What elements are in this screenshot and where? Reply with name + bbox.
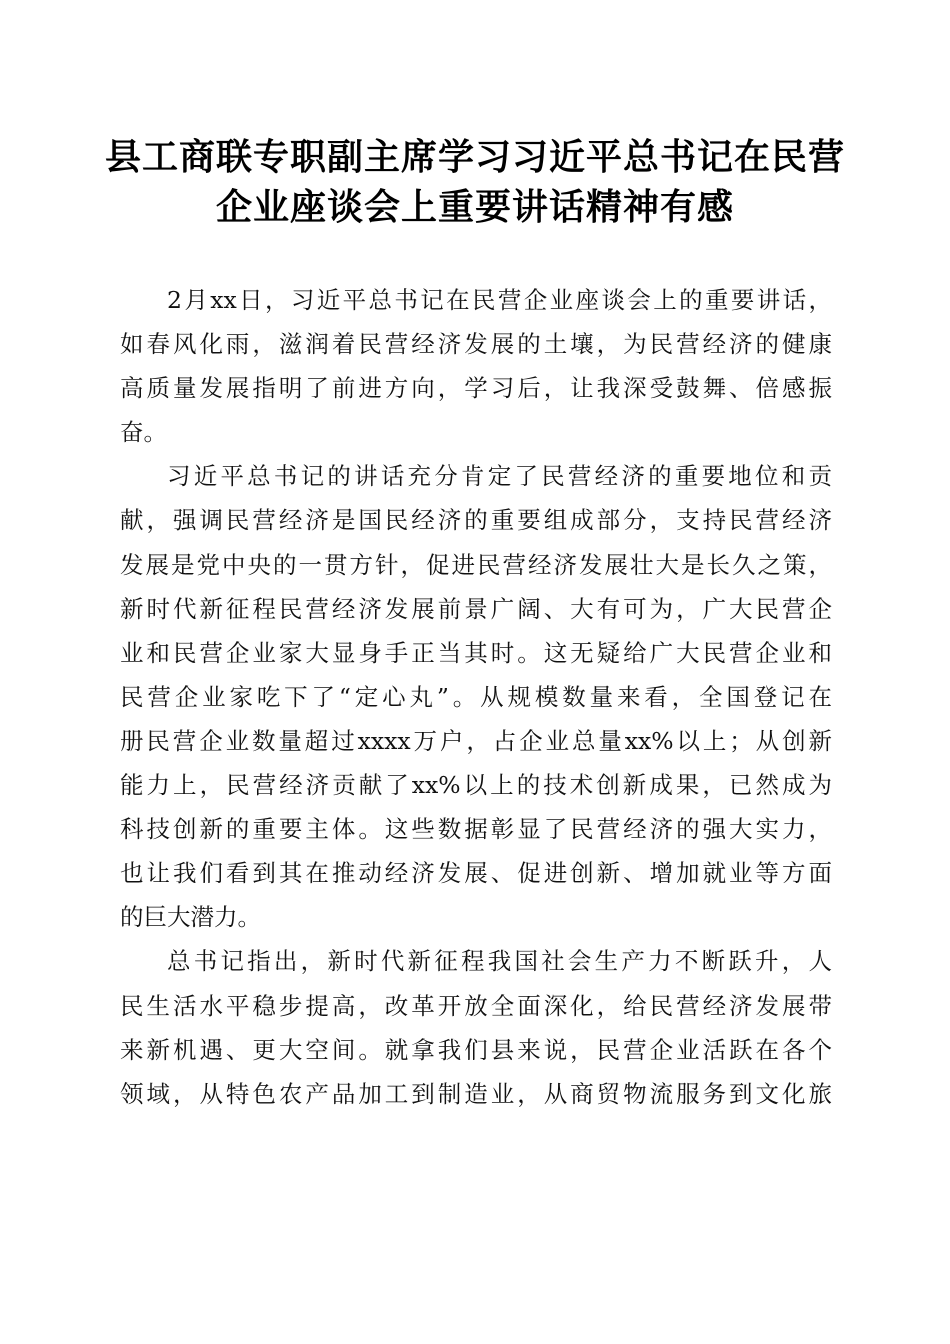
paragraph-line: 新时代新征程民营经济发展前景广阔、大有可为，广大民营企	[120, 594, 832, 623]
paragraph-line: 高质量发展指明了前进方向，学习后，让我深受鼓舞、倍感振	[120, 374, 832, 403]
paragraph-line: 献，强调民营经济是国民经济的重要组成部分，支持民营经济	[120, 506, 832, 535]
paragraph-line: 奋。	[120, 418, 167, 447]
paragraph-line: 发展是党中央的一贯方针，促进民营经济发展壮大是长久之策，	[120, 550, 832, 579]
title-line-1: 县工商联专职副主席学习习近平总书记在民营	[104, 136, 845, 178]
paragraph-line: 业和民营企业家大显身手正当其时。这无疑给广大民营企业和	[120, 638, 832, 667]
paragraph-line: 能力上，民营经济贡献了xx%以上的技术创新成果，已然成为	[120, 771, 832, 800]
document-body	[120, 278, 832, 1116]
paragraph-line: 也让我们看到其在推动经济发展、促进创新、增加就业等方面	[120, 859, 832, 888]
paragraph-line: 2月xx日，习近平总书记在民营企业座谈会上的重要讲话，	[167, 286, 832, 314]
paragraph-line: 如春风化雨，滋润着民营经济发展的土壤，为民营经济的健康	[120, 330, 832, 359]
paragraph-line: 科技创新的重要主体。这些数据彰显了民营经济的强大实力，	[120, 815, 832, 844]
title-line-2: 企业座谈会上重要讲话精神有感	[215, 186, 734, 228]
paragraph-line: 的巨大潜力。	[120, 903, 261, 932]
paragraph-line: 总书记指出，新时代新征程我国社会生产力不断跃升，人	[167, 947, 832, 976]
paragraph-line: 习近平总书记的讲话充分肯定了民营经济的重要地位和贡	[167, 462, 832, 491]
paragraph-line: 民生活水平稳步提高，改革开放全面深化，给民营经济发展带	[120, 991, 832, 1020]
paragraph-3	[120, 939, 832, 1115]
paragraph-line: 册民营企业数量超过xxxx万户，占企业总量xx%以上；从创新	[120, 726, 832, 755]
paragraph-line: 领域，从特色农产品加工到制造业，从商贸物流服务到文化旅	[120, 1079, 832, 1108]
paragraph-2	[120, 454, 832, 939]
paragraph-line: 民营企业家吃下了“定心丸”。从规模数量来看，全国登记在	[120, 682, 832, 711]
document-title	[0, 132, 950, 232]
paragraph-1	[120, 278, 832, 454]
paragraph-line: 来新机遇、更大空间。就拿我们县来说，民营企业活跃在各个	[120, 1035, 832, 1064]
